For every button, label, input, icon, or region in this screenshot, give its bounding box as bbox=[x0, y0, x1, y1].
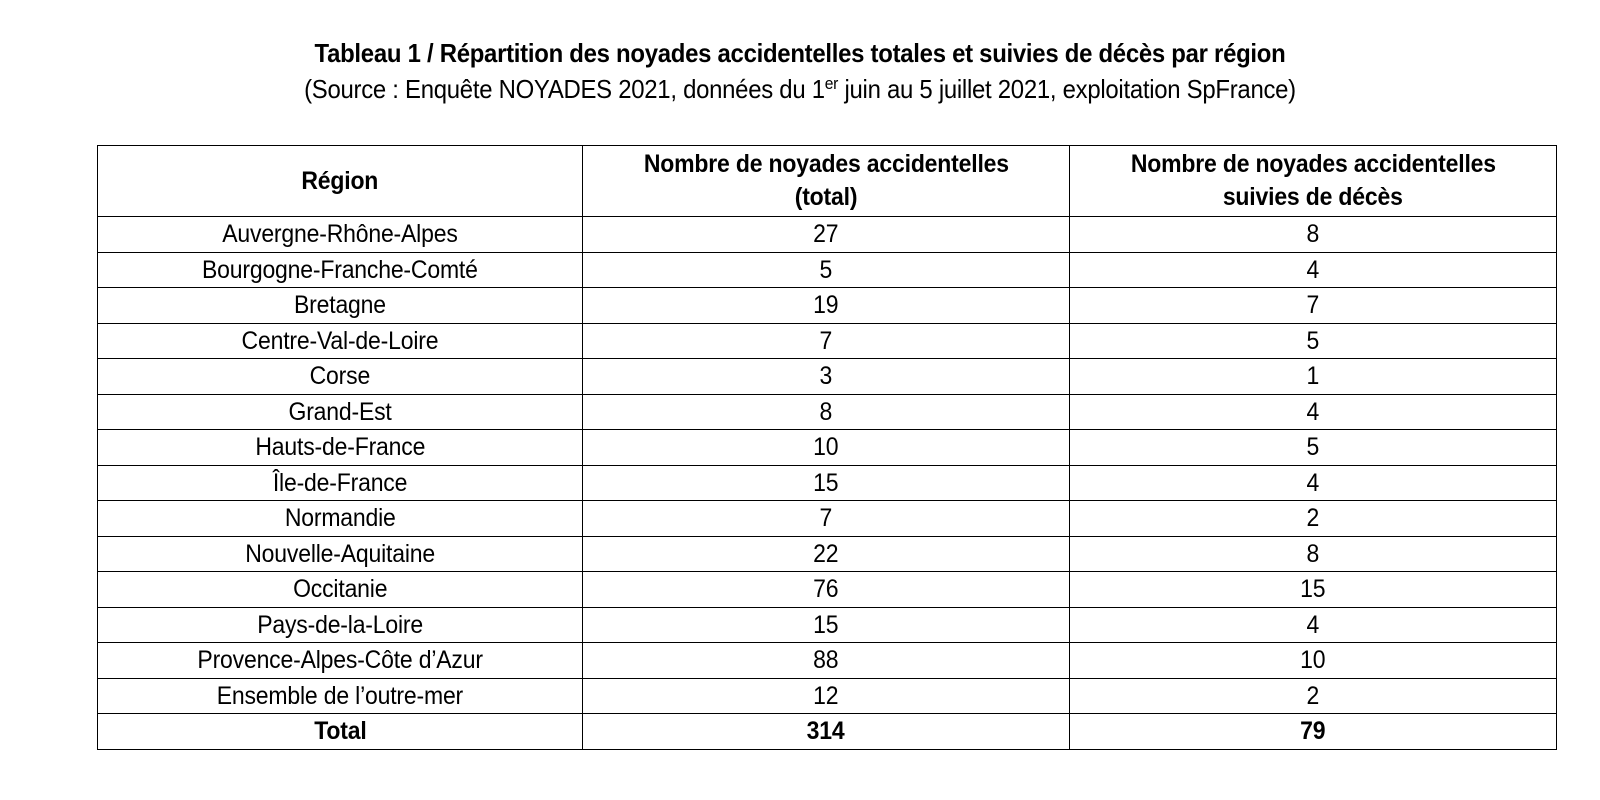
fatal-drownings-cell: 15 bbox=[1070, 572, 1557, 608]
region-cell: Nouvelle-Aquitaine bbox=[98, 536, 583, 572]
region-cell: Île-de-France bbox=[98, 465, 583, 501]
region-cell: Auvergne-Rhône-Alpes bbox=[98, 217, 583, 253]
table-row bbox=[98, 430, 1557, 466]
fatal-drownings-cell: 8 bbox=[1070, 536, 1557, 572]
region-cell: Corse bbox=[98, 359, 583, 395]
fatal-drownings-cell: 8 bbox=[1070, 217, 1557, 253]
region-cell: Normandie bbox=[98, 501, 583, 537]
table-header-row bbox=[98, 146, 1557, 217]
table-row bbox=[98, 359, 1557, 395]
total-drownings-cell: 19 bbox=[583, 288, 1070, 324]
total-drownings-cell: 10 bbox=[583, 430, 1070, 466]
total-drownings-cell: 76 bbox=[583, 572, 1070, 608]
fatal-drownings-cell: 5 bbox=[1070, 323, 1557, 359]
total-drownings-cell: 8 bbox=[583, 394, 1070, 430]
table-row bbox=[98, 572, 1557, 608]
region-cell: Ensemble de l’outre-mer bbox=[98, 678, 583, 714]
table-row bbox=[98, 394, 1557, 430]
fatal-drownings-sum-cell: 79 bbox=[1070, 714, 1557, 750]
table-row bbox=[98, 678, 1557, 714]
total-drownings-cell: 22 bbox=[583, 536, 1070, 572]
source-note-text-start: (Source : Enquête NOYADES 2021, données du 1 bbox=[304, 74, 825, 104]
total-drownings-cell: 27 bbox=[583, 217, 1070, 253]
fatal-drownings-cell: 4 bbox=[1070, 252, 1557, 288]
total-drownings-cell: 15 bbox=[583, 607, 1070, 643]
total-drownings-cell: 15 bbox=[583, 465, 1070, 501]
fatal-drownings-cell: 2 bbox=[1070, 678, 1557, 714]
table-total-row bbox=[98, 714, 1557, 750]
total-drownings-cell: 12 bbox=[583, 678, 1070, 714]
source-note-text-end: juin au 5 juillet 2021, exploitation SpFrance) bbox=[838, 74, 1296, 104]
table-row bbox=[98, 465, 1557, 501]
region-cell: Pays-de-la-Loire bbox=[98, 607, 583, 643]
fatal-drownings-cell: 7 bbox=[1070, 288, 1557, 324]
table-row bbox=[98, 252, 1557, 288]
region-cell: Bourgogne-Franche-Comté bbox=[98, 252, 583, 288]
table-title bbox=[64, 36, 1536, 70]
region-cell: Centre-Val-de-Loire bbox=[98, 323, 583, 359]
total-drownings-cell: 7 bbox=[583, 323, 1070, 359]
fatal-drownings-cell: 4 bbox=[1070, 607, 1557, 643]
fatal-drownings-cell: 1 bbox=[1070, 359, 1557, 395]
total-drownings-cell: 5 bbox=[583, 252, 1070, 288]
table-row bbox=[98, 643, 1557, 679]
header-total-drownings: Nombre de noyades accidentelles (total) bbox=[583, 146, 1070, 217]
table-body bbox=[98, 217, 1557, 750]
fatal-drownings-cell: 4 bbox=[1070, 394, 1557, 430]
table-row bbox=[98, 217, 1557, 253]
drownings-by-region-table bbox=[97, 145, 1557, 750]
table-row bbox=[98, 288, 1557, 324]
table-source-note bbox=[64, 72, 1536, 106]
header-region: Région bbox=[98, 146, 583, 217]
header-fatal-drownings: Nombre de noyades accidentelles suivies de décès bbox=[1070, 146, 1557, 217]
table-row bbox=[98, 607, 1557, 643]
fatal-drownings-cell: 5 bbox=[1070, 430, 1557, 466]
total-label-cell: Total bbox=[98, 714, 583, 750]
region-cell: Hauts-de-France bbox=[98, 430, 583, 466]
fatal-drownings-cell: 10 bbox=[1070, 643, 1557, 679]
total-drownings-cell: 88 bbox=[583, 643, 1070, 679]
region-cell: Grand-Est bbox=[98, 394, 583, 430]
source-note-superscript: er bbox=[824, 74, 839, 93]
table-row bbox=[98, 536, 1557, 572]
table-row bbox=[98, 323, 1557, 359]
fatal-drownings-cell: 2 bbox=[1070, 501, 1557, 537]
region-cell: Provence-Alpes-Côte d’Azur bbox=[98, 643, 583, 679]
total-drownings-sum-cell: 314 bbox=[583, 714, 1070, 750]
region-cell: Occitanie bbox=[98, 572, 583, 608]
total-drownings-cell: 7 bbox=[583, 501, 1070, 537]
total-drownings-cell: 3 bbox=[583, 359, 1070, 395]
table-title-text: Tableau 1 / Répartition des noyades accidentelles totales et suivies de décès par région bbox=[314, 38, 1286, 68]
fatal-drownings-cell: 4 bbox=[1070, 465, 1557, 501]
table-row bbox=[98, 501, 1557, 537]
region-cell: Bretagne bbox=[98, 288, 583, 324]
